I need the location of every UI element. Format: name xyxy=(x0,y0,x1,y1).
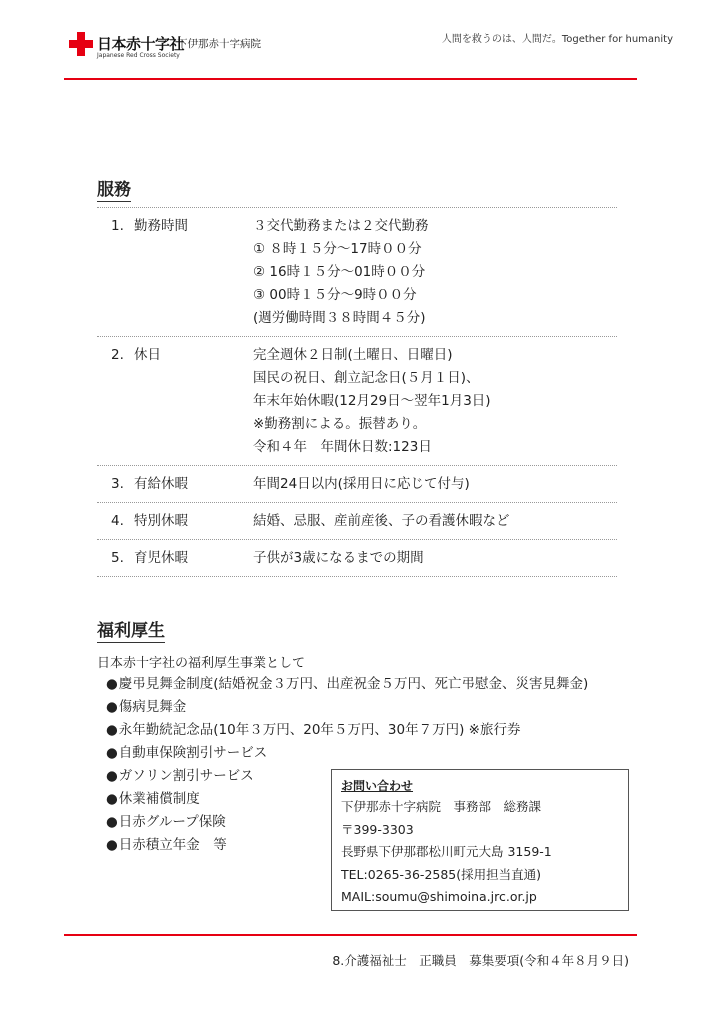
contact-title: お問い合わせ xyxy=(341,779,414,793)
contact-line: TEL:0265-36-2585(採用担当直通) xyxy=(341,866,542,882)
service-row xyxy=(97,502,617,539)
welfare-item xyxy=(106,673,588,696)
row-content-line: ※勤務割による。振替あり。 xyxy=(253,416,427,432)
row-label: 勤務時間 xyxy=(134,218,188,234)
row-content-line: ① ８時１５分～17時００分 xyxy=(253,241,422,257)
bullet-icon: ● xyxy=(106,768,118,784)
row-content-line: 年末年始休暇(12月29日～翌年1月3日) xyxy=(253,393,491,409)
page-header xyxy=(0,0,724,80)
row-content xyxy=(253,344,617,459)
service-row xyxy=(97,207,617,336)
service-row xyxy=(97,336,617,465)
service-row xyxy=(97,539,617,577)
row-content-line: 年間24日以内(採用日に応じて付与) xyxy=(253,476,470,492)
contact-line: 長野県下伊那郡松川町元大島 3159-1 xyxy=(341,844,552,859)
service-section-title: 服務 xyxy=(97,180,131,200)
row-content-line: 子供が3歳になるまでの期間 xyxy=(253,550,424,566)
row-content-line: 国民の祝日、創立記念日(５月１日)、 xyxy=(253,370,480,386)
bullet-icon: ● xyxy=(106,676,118,692)
row-label: 休日 xyxy=(134,347,161,363)
welfare-section-title: 福利厚生 xyxy=(97,621,165,641)
contact-box xyxy=(331,769,629,911)
row-label: 育児休暇 xyxy=(134,550,188,566)
welfare-item-text: 休業補償制度 xyxy=(118,791,200,807)
bullet-icon: ● xyxy=(106,699,118,715)
row-label: 有給休暇 xyxy=(134,476,188,492)
row-number: 4. xyxy=(111,513,124,529)
service-table xyxy=(97,207,617,577)
welfare-intro: 日本赤十字社の福利厚生事業として xyxy=(97,656,306,671)
welfare-item-text: ガソリン割引サービス xyxy=(118,768,254,784)
row-content-line: (週労働時間３８時間４５分) xyxy=(253,310,426,326)
row-content xyxy=(253,473,617,496)
bottom-divider xyxy=(64,934,637,936)
welfare-item-text: 自動車保険割引サービス xyxy=(118,745,268,761)
tagline: 人間を救うのは、人間だ。Together for humanity xyxy=(441,34,673,45)
row-content-line: 令和４年 年間休日数:123日 xyxy=(253,439,432,455)
row-content-line: 結婚、忌服、産前産後、子の看護休暇など xyxy=(253,513,510,529)
row-number: 5. xyxy=(111,550,124,566)
bullet-icon: ● xyxy=(106,814,118,830)
red-cross-logo-icon xyxy=(69,32,93,56)
row-label: 特別休暇 xyxy=(134,513,188,529)
page-footer: 8.介護福祉士 正職員 募集要項(令和４年８月９日) xyxy=(332,953,629,968)
contact-line: 下伊那赤十字病院 事務部 総務課 xyxy=(341,799,542,814)
contact-line: 〒399-3303 xyxy=(341,821,414,837)
logo-japanese: 日本赤十字社 xyxy=(97,35,185,53)
bullet-icon: ● xyxy=(106,745,118,761)
row-content xyxy=(253,547,617,570)
welfare-item-text: 永年勤続記念品(10年３万円、20年５万円、30年７万円) ※旅行券 xyxy=(118,722,521,738)
bullet-icon: ● xyxy=(106,837,118,853)
row-number: 1. xyxy=(111,218,124,234)
row-content-line: 完全週休２日制(土曜日、日曜日) xyxy=(253,347,453,363)
welfare-item xyxy=(106,696,588,719)
top-divider xyxy=(64,78,637,80)
row-content-line: ③ 00時１５分～9時００分 xyxy=(253,287,417,303)
welfare-item-text: 慶弔見舞金制度(結婚祝金３万円、出産祝金５万円、死亡弔慰金、災害見舞金) xyxy=(118,676,589,692)
bullet-icon: ● xyxy=(106,791,118,807)
welfare-item-text: 傷病見舞金 xyxy=(118,699,187,715)
bullet-icon: ● xyxy=(106,722,118,738)
welfare-item xyxy=(106,742,588,765)
contact-line: MAIL:soumu@shimoina.jrc.or.jp xyxy=(341,889,537,904)
hospital-name: 下伊那赤十字病院 xyxy=(177,38,261,50)
row-content-line: ② 16時１５分～01時００分 xyxy=(253,264,426,280)
row-number: 2. xyxy=(111,347,124,363)
row-number: 3. xyxy=(111,476,124,492)
row-content-line: ３交代勤務または２交代勤務 xyxy=(253,218,429,234)
service-row xyxy=(97,465,617,502)
welfare-item xyxy=(106,719,588,742)
logo-english: Japanese Red Cross Society xyxy=(97,52,180,59)
welfare-item-text: 日赤積立年金 等 xyxy=(118,837,227,853)
welfare-item-text: 日赤グループ保険 xyxy=(118,814,226,830)
row-content xyxy=(253,215,617,330)
row-content xyxy=(253,510,617,533)
